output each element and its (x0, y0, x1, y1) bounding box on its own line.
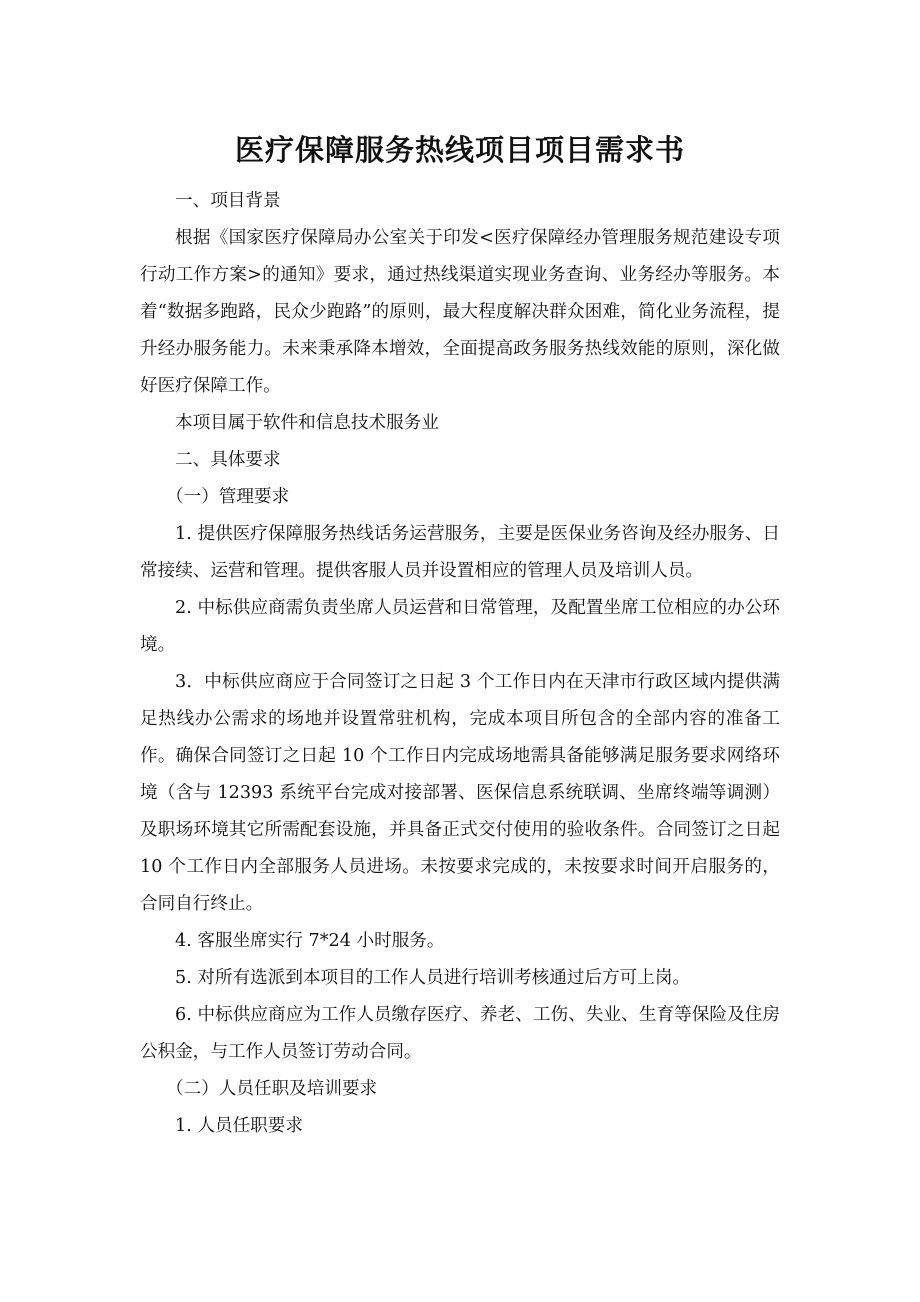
list-item-staffing-1: 1. 人员任职要求 (175, 1116, 303, 1136)
list-item-1: 1. 提供医疗保障服务热线话务运营服务，主要是医保业务咨询及经办服务、日常接续、运营和管理。提供客服人员并设置相应的管理人员及培训人员。 (140, 524, 780, 581)
document-body (140, 183, 780, 1145)
list-item-4: 4. 客服坐席实行 7*24 小时服务。 (175, 931, 445, 951)
section-heading-requirements: 二、具体要求 (175, 450, 281, 470)
list-item-6: 6. 中标供应商应为工作人员缴存医疗、养老、工伤、失业、生育等保险及住房公积金，与工作人员签订劳动合同。 (140, 1005, 780, 1062)
paragraph-industry: 本项目属于软件和信息技术服务业 (175, 413, 439, 433)
document-title: 医疗保障服务热线项目项目需求书 (234, 133, 685, 167)
subsection-heading-staffing: （二）人员任职及培训要求 (166, 1079, 378, 1099)
paragraph-background: 根据《国家医疗保障局办公室关于印发<医疗保障经办管理服务规范建设专项行动工作方案>的通知》要求，通过热线渠道实现业务查询、业务经办等服务。本着“数据多跑路，民众少跑路”的原则，最大程度解决群众困难，简化业务流程，提升经办服务能力。未来秉承降本增效，全面提高政务服务热线效能的原则，深化做好医疗保障工作。 (140, 228, 780, 396)
list-item-2: 2. 中标供应商需负责坐席人员运营和日常管理，及配置坐席工位相应的办公环境。 (140, 598, 780, 655)
list-item-3: 3．中标供应商应于合同签订之日起 3 个工作日内在天津市行政区域内提供满足热线办公需求的场地并设置常驻机构，完成本项目所包含的全部内容的准备工作。确保合同签订之日起 10 个工作日内完成场地需具备能够满足服务要求网络环境（含与 12393 系统平台完成对接部署、医保信息系统联调、坐席终端等调测）及职场环境其它所需配套设施，并具备正式交付使用的验收条件。合同签订之日起 10 个工作日内全部服务人员进场。未按要求完成的，未按要求时间开启服务的，合同自行终止。 (140, 672, 780, 914)
list-item-5: 5. 对所有选派到本项目的工作人员进行培训考核通过后方可上岗。 (175, 968, 691, 988)
subsection-heading-management: （一）管理要求 (166, 487, 290, 507)
section-heading-background: 一、项目背景 (175, 191, 281, 211)
